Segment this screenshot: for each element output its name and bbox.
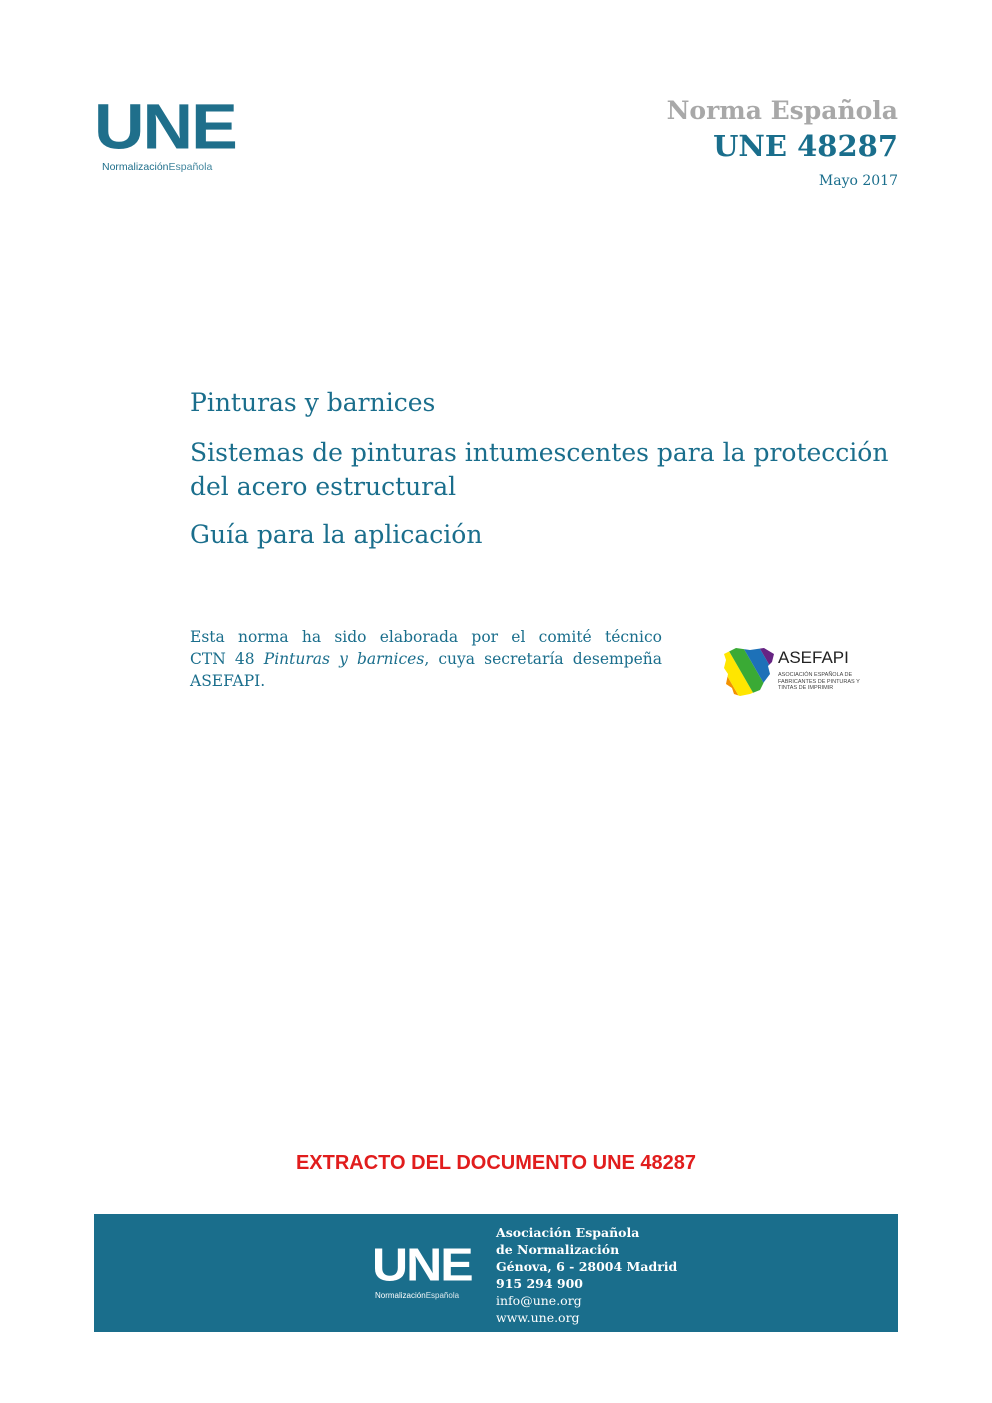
- publication-date: Mayo 2017: [818, 173, 898, 189]
- committee-line-3: ASEFAPI.: [190, 672, 266, 690]
- committee-line-2: [190, 648, 662, 670]
- footer-email-link[interactable]: info@une.org: [496, 1293, 582, 1308]
- footer-tagline-part1: Normalización: [375, 1291, 426, 1300]
- footer-une-logo: [372, 1239, 502, 1306]
- title-line-3: Guía para la aplicación: [190, 520, 483, 549]
- committee-line-1: Esta norma ha sido elaborada por el comité técnico: [190, 628, 662, 646]
- footer-org-line-1: Asociación Española: [496, 1225, 640, 1240]
- footer-tagline-part2: Española: [425, 1291, 460, 1300]
- asefapi-logo: [720, 644, 870, 700]
- footer-address: Génova, 6 - 28004 Madrid: [496, 1259, 678, 1274]
- une-logo: [94, 90, 254, 174]
- footer-phone: 915 294 900: [496, 1276, 583, 1291]
- footer-web-link[interactable]: www.une.org: [496, 1310, 580, 1325]
- committee-prefix: CTN 48: [190, 650, 264, 668]
- norma-code: UNE 48287: [713, 129, 898, 163]
- footer-logo-tagline: [375, 1291, 502, 1300]
- title-line-1: Pinturas y barnices: [190, 388, 436, 417]
- title-line-2: Sistemas de pinturas intumescentes para la protección del acero estructural: [190, 438, 889, 501]
- une-logo-mark: UNE: [94, 90, 236, 163]
- logo-tagline-part1: Normalización: [102, 161, 169, 173]
- footer-contact: [496, 1224, 677, 1326]
- committee-paragraph: [190, 626, 662, 692]
- une-logo-tagline: [102, 161, 254, 173]
- committee-name: Pinturas y barnices: [263, 650, 425, 668]
- standard-header: [667, 96, 898, 189]
- asefapi-subtitle: ASOCIACIÓN ESPAÑOLA DE FABRICANTES DE PINTURAS Y TINTAS DE IMPRIMIR: [778, 672, 860, 691]
- norma-label: Norma Española: [666, 96, 898, 125]
- footer-org-line-2: de Normalización: [496, 1242, 620, 1257]
- committee-suffix: , cuya secretaría desempeña: [424, 650, 663, 668]
- asefapi-name: ASEFAPI: [778, 648, 849, 667]
- spain-map-rainbow-icon: [720, 644, 776, 700]
- extract-notice: EXTRACTO DEL DOCUMENTO UNE 48287: [295, 1152, 697, 1174]
- footer-logo-mark: UNE: [372, 1239, 472, 1291]
- logo-tagline-part2: Española: [168, 161, 213, 173]
- footer-band: [94, 1214, 898, 1332]
